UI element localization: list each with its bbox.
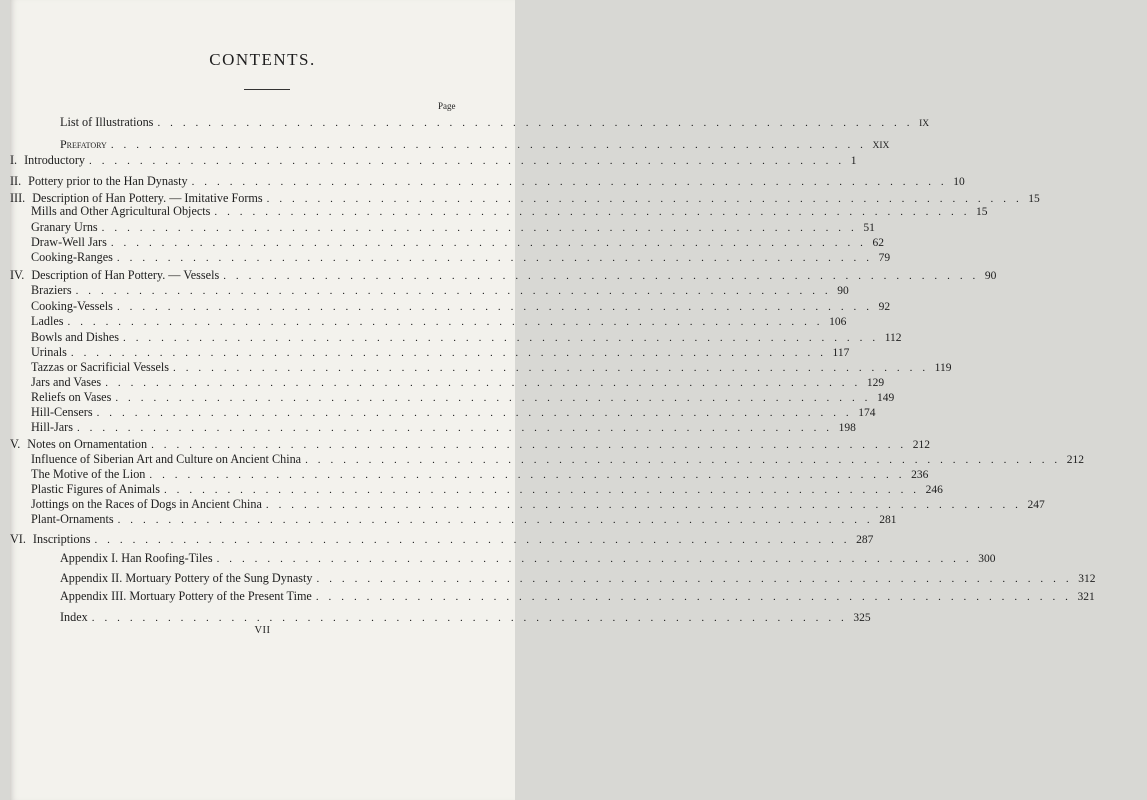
toc-entry [10, 436, 931, 452]
toc-entry [10, 282, 849, 298]
toc-entry-title: Reliefs on Vases [31, 390, 112, 404]
toc-entry-page: 212 [1066, 454, 1084, 466]
toc-entry-title: Ladles [31, 314, 64, 328]
dot-leader: . . . . . . . . . . . . . . . . . . . . . . . . . . . . . . . . . . . . . . . . . . . . . . . . . . . . . . . . . . . . [89, 155, 845, 167]
toc-entry-page: 106 [829, 316, 847, 328]
toc-entry-number: III. [10, 191, 26, 205]
toc-entry-title: Mills and Other Agricultural Objects [31, 204, 211, 218]
toc-entry-title: Bowls and Dishes [31, 330, 120, 344]
toc-entry [10, 496, 1045, 512]
toc-entry-title: Tazzas or Sacrificial Vessels [31, 360, 170, 374]
toc-entry-title: Appendix I. Han Roofing-Tiles [60, 551, 213, 565]
dot-leader: . . . . . . . . . . . . . . . . . . . . . . . . . . . . . . . . . . . . . . . . . . . . . . . . . . . . . . . . . . . . [76, 422, 833, 434]
dot-leader: . . . . . . . . . . . . . . . . . . . . . . . . . . . . . . . . . . . . . . . . . . . . . . . . . . . . . . . . . . . . [151, 439, 907, 451]
dot-leader: . . . . . . . . . . . . . . . . . . . . . . . . . . . . . . . . . . . . . . . . . . . . . . . . . . . . . . . . . . . . [94, 534, 851, 546]
dot-leader: . . . . . . . . . . . . . . . . . . . . . . . . . . . . . . . . . . . . . . . . . . . . . . . . . . . . . . . . . . . . [67, 316, 824, 328]
toc-entry-title: Plastic Figures of Animals [31, 482, 160, 496]
toc-entry-title: Jottings on the Races of Dogs in Ancient China [31, 497, 262, 511]
toc-entry-title: The Motive of the Lion [31, 467, 146, 481]
toc-entry-page: 300 [978, 553, 996, 565]
toc-entry-title: Granary Urns [31, 220, 98, 234]
toc-entry [10, 267, 997, 283]
toc-entry-title: Inscriptions [32, 532, 91, 546]
toc-entry [10, 481, 943, 497]
title-rule [244, 89, 290, 90]
toc-entry [10, 173, 965, 189]
toc-entry [10, 359, 952, 375]
toc-entry-page: 92 [878, 301, 891, 313]
toc-entry-title: Urinals [31, 345, 67, 359]
dot-leader: . . . . . . . . . . . . . . . . . . . . . . . . . . . . . . . . . . . . . . . . . . . . . . . . . . . . . . . . . . . . [305, 454, 1061, 466]
toc-entry [10, 389, 895, 405]
toc-entry-title: Pottery prior to the Han Dynasty [28, 174, 188, 188]
toc-entry-title: Description of Han Pottery. — Vessels [31, 268, 220, 282]
toc-entry [10, 570, 1096, 586]
toc-entry-page: 62 [872, 237, 884, 249]
toc-entry-page: 10 [953, 176, 965, 188]
toc-entry [10, 550, 996, 566]
dot-leader: . . . . . . . . . . . . . . . . . . . . . . . . . . . . . . . . . . . . . . . . . . . . . . . . . . . . . . . . . . . . [123, 332, 879, 344]
toc-entry-title: Description of Han Pottery. — Imitative Forms [32, 191, 263, 205]
dot-leader: . . . . . . . . . . . . . . . . . . . . . . . . . . . . . . . . . . . . . . . . . . . . . . . . . . . . . . . . . . . . [116, 252, 873, 264]
toc-entry-page: 325 [853, 612, 871, 624]
dot-leader: . . . . . . . . . . . . . . . . . . . . . . . . . . . . . . . . . . . . . . . . . . . . . . . . . . . . . . . . . . . . [173, 362, 929, 374]
dot-leader: . . . . . . . . . . . . . . . . . . . . . . . . . . . . . . . . . . . . . . . . . . . . . . . . . . . . . . . . . . . . [216, 553, 973, 565]
dot-leader: . . . . . . . . . . . . . . . . . . . . . . . . . . . . . . . . . . . . . . . . . . . . . . . . . . . . . . . . . . . . [110, 237, 867, 249]
dot-leader: . . . . . . . . . . . . . . . . . . . . . . . . . . . . . . . . . . . . . . . . . . . . . . . . . . . . . . . . . . . . [266, 193, 1023, 205]
toc-entry-number: II. [10, 174, 22, 188]
page-column-header: Page [438, 101, 456, 111]
toc-entry-title: Hill-Jars [31, 420, 73, 434]
dot-leader: . . . . . . . . . . . . . . . . . . . . . . . . . . . . . . . . . . . . . . . . . . . . . . . . . . . . . . . . . . . . [214, 206, 971, 218]
dot-leader: . . . . . . . . . . . . . . . . . . . . . . . . . . . . . . . . . . . . . . . . . . . . . . . . . . . . . . . . . . . . [163, 484, 920, 496]
toc-entry-page: 129 [866, 377, 885, 389]
toc-entry [10, 329, 902, 345]
toc-entry [10, 588, 1095, 604]
dot-leader: . . . . . . . . . . . . . . . . . . . . . . . . . . . . . . . . . . . . . . . . . . . . . . . . . . . . . . . . . . . . [70, 347, 827, 359]
dot-leader: . . . . . . . . . . . . . . . . . . . . . . . . . . . . . . . . . . . . . . . . . . . . . . . . . . . . . . . . . . . . [110, 139, 867, 151]
toc-entry [10, 234, 884, 250]
toc-entry-page: 312 [1078, 573, 1096, 585]
toc-entry-number: VI. [10, 532, 26, 546]
dot-leader: . . . . . . . . . . . . . . . . . . . . . . . . . . . . . . . . . . . . . . . . . . . . . . . . . . . . . . . . . . . . [101, 222, 858, 234]
toc-entry-title: Prefatory [60, 137, 107, 151]
dot-leader: . . . . . . . . . . . . . . . . . . . . . . . . . . . . . . . . . . . . . . . . . . . . . . . . . . . . . . . . . . . . [223, 270, 979, 282]
toc-entry-title: Index [60, 610, 88, 624]
toc-entry-page: 246 [925, 484, 943, 496]
toc-entry-title: Braziers [31, 283, 72, 297]
dot-leader: . . . . . . . . . . . . . . . . . . . . . . . . . . . . . . . . . . . . . . . . . . . . . . . . . . . . . . . . . . . . [115, 392, 871, 404]
toc-entry-page: XIX [872, 141, 890, 151]
toc-entry [10, 219, 875, 235]
dot-leader: . . . . . . . . . . . . . . . . . . . . . . . . . . . . . . . . . . . . . . . . . . . . . . . . . . . . . . . . . . . . [265, 499, 1022, 511]
toc-entry [10, 249, 891, 265]
toc-entry-page: 198 [838, 422, 856, 434]
toc-entry-title: Cooking-Vessels [31, 299, 113, 313]
toc-entry-title: Plant-Ornaments [31, 512, 114, 526]
dot-leader: . . . . . . . . . . . . . . . . . . . . . . . . . . . . . . . . . . . . . . . . . . . . . . . . . . . . . . . . . . . . [91, 612, 848, 624]
toc-entry-title: Appendix III. Mortuary Pottery of the Present Time [60, 589, 312, 603]
toc-entry [10, 466, 929, 482]
toc-entry [10, 298, 891, 314]
dot-leader: . . . . . . . . . . . . . . . . . . . . . . . . . . . . . . . . . . . . . . . . . . . . . . . . . . . . . . . . . . . . [157, 117, 914, 129]
book-page [10, 0, 1096, 800]
toc-entry-page: 15 [1028, 193, 1040, 205]
toc-entry-page: IX [919, 119, 930, 129]
toc-entry-title: Appendix II. Mortuary Pottery of the Sung Dynasty [60, 571, 313, 585]
toc-entry-title: Influence of Siberian Art and Culture on Ancient China [31, 452, 302, 466]
toc-entry-page: 90 [837, 285, 849, 297]
toc-entry-title: List of Illustrations [60, 115, 154, 129]
toc-entry [10, 114, 930, 130]
toc-entry [10, 136, 890, 152]
toc-entry-page: 281 [879, 514, 897, 526]
toc-entry-title: Cooking-Ranges [31, 250, 113, 264]
dot-leader: . . . . . . . . . . . . . . . . . . . . . . . . . . . . . . . . . . . . . . . . . . . . . . . . . . . . . . . . . . . . [191, 176, 948, 188]
toc-entry [10, 152, 857, 168]
toc-entry-page: 90 [984, 270, 997, 282]
toc-entry [10, 451, 1084, 467]
toc-entry-page: 212 [912, 439, 931, 451]
toc-entry-page: 117 [832, 347, 850, 359]
toc-entry [10, 609, 871, 625]
dot-leader: . . . . . . . . . . . . . . . . . . . . . . . . . . . . . . . . . . . . . . . . . . . . . . . . . . . . . . . . . . . . [96, 407, 853, 419]
dot-leader: . . . . . . . . . . . . . . . . . . . . . . . . . . . . . . . . . . . . . . . . . . . . . . . . . . . . . . . . . . . . [75, 285, 832, 297]
toc-entry-page: 247 [1027, 499, 1045, 511]
dot-leader: . . . . . . . . . . . . . . . . . . . . . . . . . . . . . . . . . . . . . . . . . . . . . . . . . . . . . . . . . . . . [315, 591, 1072, 603]
toc-entry-page: 15 [976, 206, 988, 218]
toc-entry-number: V. [10, 437, 21, 451]
toc-entry [10, 313, 847, 329]
toc-entry-number: I. [10, 153, 18, 167]
toc-entry-title: Hill-Censers [31, 405, 93, 419]
toc-entry-title: Notes on Ornamentation [27, 437, 148, 451]
toc-entry [10, 203, 988, 219]
toc-entry-page: 174 [858, 407, 876, 419]
dot-leader: . . . . . . . . . . . . . . . . . . . . . . . . . . . . . . . . . . . . . . . . . . . . . . . . . . . . . . . . . . . . [116, 301, 873, 313]
dot-leader: . . . . . . . . . . . . . . . . . . . . . . . . . . . . . . . . . . . . . . . . . . . . . . . . . . . . . . . . . . . . [105, 377, 861, 389]
toc-entry-page: 79 [878, 252, 891, 264]
toc-entry-title: Jars and Vases [31, 375, 102, 389]
toc-entry-number: IV. [10, 268, 25, 282]
toc-entry [10, 419, 856, 435]
toc-entry [10, 404, 876, 420]
toc-entry-page: 51 [863, 222, 875, 234]
toc-entry-page: 112 [884, 332, 902, 344]
toc-entry-page: 149 [877, 392, 895, 404]
page-title: CONTENTS. [209, 50, 316, 69]
toc-entry [10, 344, 850, 360]
toc-entry-page: 287 [856, 534, 874, 546]
toc-entry-page: 119 [934, 362, 952, 374]
page-number: VII [254, 625, 271, 636]
toc-entry [10, 374, 885, 390]
toc-entry [10, 531, 874, 547]
toc-entry-page: 1 [850, 155, 857, 167]
toc-entry [10, 511, 897, 527]
dot-leader: . . . . . . . . . . . . . . . . . . . . . . . . . . . . . . . . . . . . . . . . . . . . . . . . . . . . . . . . . . . . [117, 514, 874, 526]
dot-leader: . . . . . . . . . . . . . . . . . . . . . . . . . . . . . . . . . . . . . . . . . . . . . . . . . . . . . . . . . . . . [316, 573, 1073, 585]
toc-entry-title: Draw-Well Jars [31, 235, 107, 249]
dot-leader: . . . . . . . . . . . . . . . . . . . . . . . . . . . . . . . . . . . . . . . . . . . . . . . . . . . . . . . . . . . . [149, 469, 906, 481]
toc-entry-page: 236 [911, 469, 929, 481]
toc-entry-page: 321 [1077, 591, 1095, 603]
toc-entry-title: Introductory [24, 153, 86, 167]
